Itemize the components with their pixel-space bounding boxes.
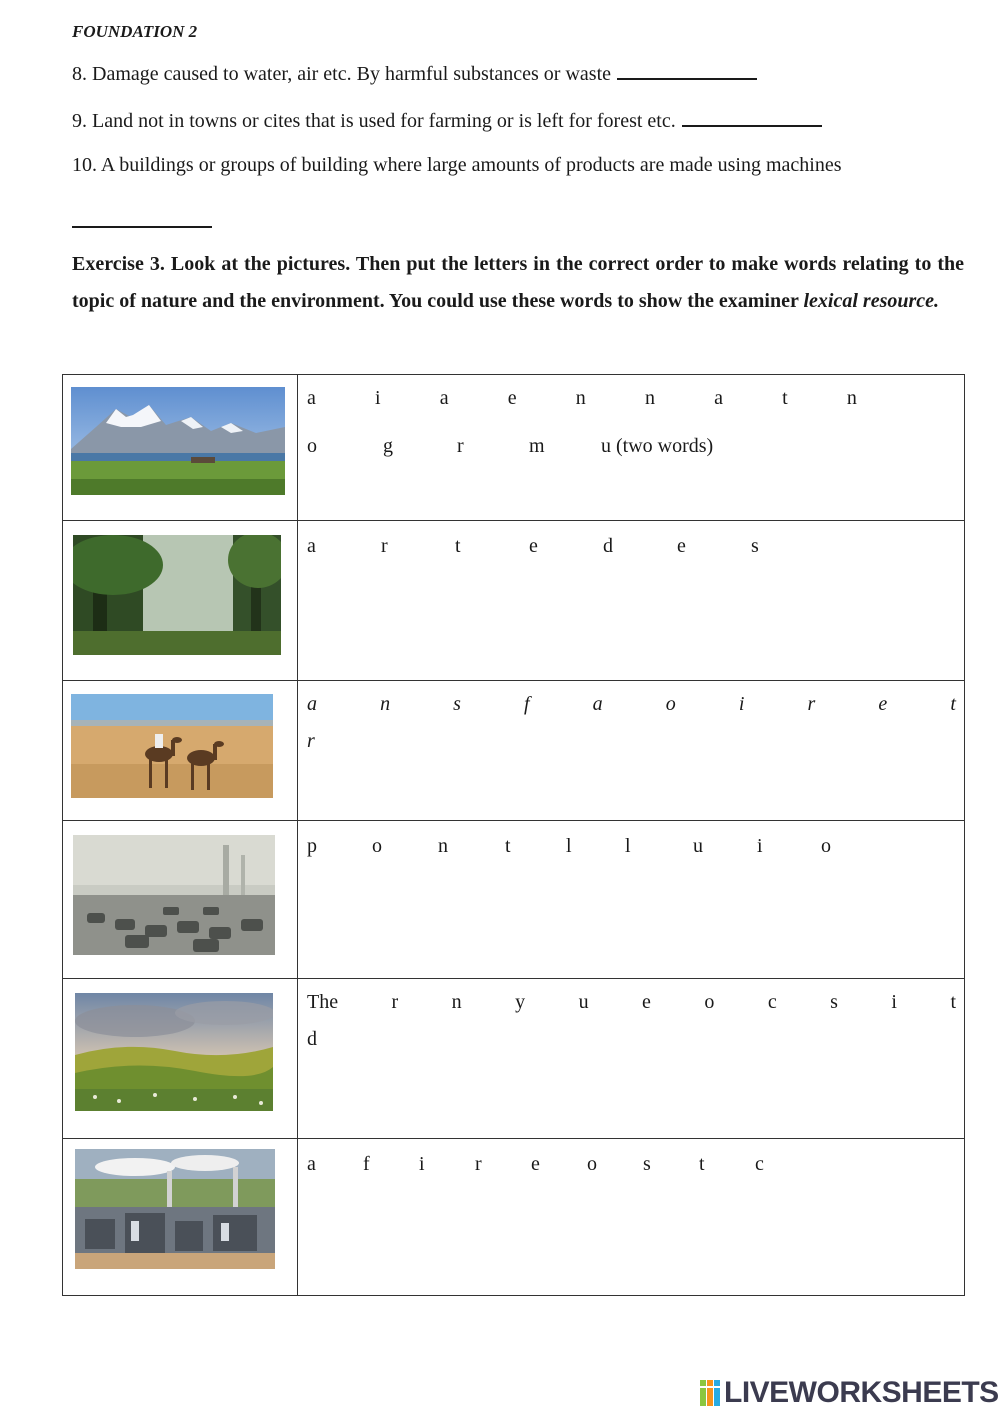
letter: n [380,693,391,715]
letter: s [453,693,461,715]
forest-photo [73,535,281,655]
logo-text: LIVEWORKSHEETS [724,1376,999,1409]
letter: r [457,435,464,457]
question-8-text: 8. Damage caused to water, air etc. By harmful substances or waste [72,63,612,85]
letter: o [372,835,382,857]
letter: e [642,991,651,1013]
letter: i [738,693,745,715]
letter: n [846,387,857,409]
answer-blank-10[interactable] [72,208,212,228]
answer-blank-9[interactable] [682,107,822,127]
letter: t [505,835,511,857]
letter: e [878,693,888,715]
scrambled-letters-2 [298,527,964,565]
letter: g [383,435,393,457]
table-row [63,681,965,821]
letter: i [375,387,381,409]
letter: t [699,1153,705,1175]
letter: o [821,835,831,857]
letter: a [439,387,449,409]
scrambled-letters-5b: d [307,1028,317,1050]
letter: s [751,535,759,557]
table-row [63,979,965,1139]
table-row [63,821,965,979]
scrambled-letters-1 [298,379,964,417]
letter: t [950,991,956,1013]
countryside-photo [75,993,273,1111]
letter: s [643,1153,651,1175]
letter: u [693,835,703,857]
letter: o [587,1153,597,1175]
letter: t [950,693,956,715]
table-row [63,1139,965,1296]
letter: p [307,835,317,857]
smog-traffic-photo [73,835,275,955]
letter: e [677,535,686,557]
question-9 [72,107,822,133]
letter: s [830,991,838,1013]
letter: c [767,991,777,1013]
letter: r [807,693,816,715]
letter: t [782,387,788,409]
letter: n [644,387,655,409]
answer-blank-8[interactable] [617,60,757,80]
letter: r [475,1153,482,1175]
factory-photo [75,1149,275,1269]
letter: f [524,693,530,715]
scrambled-letters-4 [298,827,964,865]
letter: y [515,991,526,1013]
question-10 [72,154,842,177]
exercise-lead: Exercise 3. Look at the pictures. Then put the letters in the correct order to make words relating to the topic of nature and the environment. You could use these words to show the examiner [72,253,964,312]
table-row [63,521,965,681]
letter: o [704,991,715,1013]
table-row [63,375,965,521]
letter: i [757,835,763,857]
exercise-table [62,374,965,1296]
letter: e [507,387,517,409]
letter: e [531,1153,540,1175]
scrambled-letters-3 [298,685,964,723]
letter: o [307,435,317,457]
letter: u (two words) [601,435,714,457]
letter: r [381,535,388,557]
letter: e [529,535,538,557]
letter: i [419,1153,425,1175]
question-10-text: 10. A buildings or groups of building where large amounts of products are made using machines [72,154,842,176]
word: The [307,991,339,1013]
letter: n [438,835,448,857]
letter: f [363,1153,370,1175]
letter: m [529,435,545,457]
letter: a [307,535,316,557]
letter: d [603,535,613,557]
letter: c [755,1153,764,1175]
letter: a [307,693,317,715]
scrambled-letters-1b [298,427,964,465]
letter: l [625,835,631,857]
letter: a [592,693,603,715]
letter: t [455,535,461,557]
logo-icon [700,1380,720,1406]
exercise-instructions [72,246,964,320]
scrambled-letters-3b: r [307,730,315,752]
letter: a [307,387,316,409]
desert-camels-photo [71,694,273,798]
letter: a [307,1153,316,1175]
letter: l [566,835,572,857]
scrambled-letters-5 [298,983,964,1021]
document-header: FOUNDATION 2 [72,22,198,41]
exercise-emphasis: lexical resource. [803,290,940,312]
question-9-text: 9. Land not in towns or cites that is used for farming or is left for forest etc. [72,110,676,132]
scrambled-letters-6 [298,1145,964,1183]
letter: n [451,991,462,1013]
liveworksheets-logo [700,1373,999,1413]
mountain-lake-photo [71,387,285,495]
letter: n [575,387,586,409]
letter: o [665,693,676,715]
letter: r [391,991,399,1013]
letter: u [578,991,589,1013]
question-8 [72,60,757,86]
letter: i [891,991,897,1013]
letter: a [714,387,723,409]
